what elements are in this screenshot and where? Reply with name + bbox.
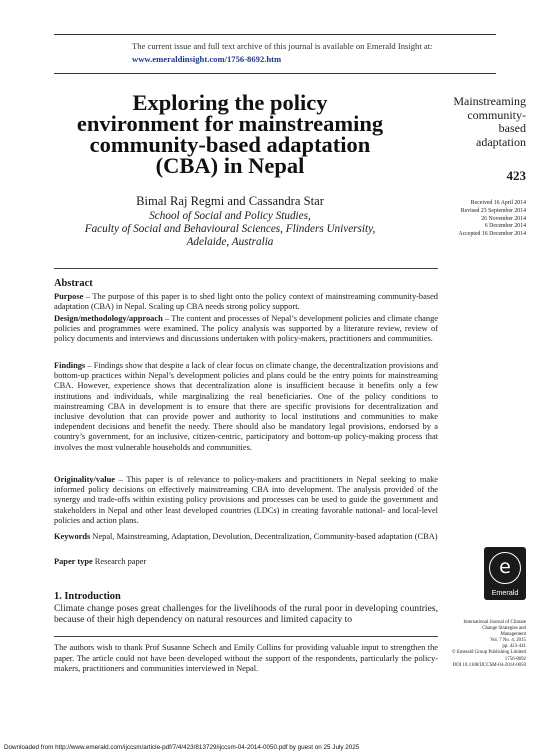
journal-line: Change Strategies and [482, 626, 526, 632]
abstract-findings [54, 361, 438, 453]
design-text: – The content and processes of Nepal’s development policies and climate change policies and programmes were examined. The policy analysis was supported by a literature review, review of policy documents and interviews and discussions undertaken with policy-makers, practitioners and communities. [54, 314, 438, 344]
affiliation [40, 210, 420, 250]
date-line: Accepted 16 December 2014 [458, 231, 526, 238]
abstract-divider [54, 268, 438, 269]
footnote-divider [54, 636, 438, 637]
abstract-originality [54, 475, 438, 526]
journal-url-link[interactable]: www.emeraldinsight.com/1756-8692.htm [132, 54, 282, 64]
date-line: Revised 23 September 2014 [460, 207, 526, 214]
keywords-label: Keywords [54, 532, 91, 541]
affiliation-line: School of Social and Policy Studies, [149, 210, 311, 222]
journal-citation [444, 620, 526, 669]
paper-type [54, 557, 146, 566]
keywords-text: Nepal, Mainstreaming, Adaptation, Devolution, Decentralization, Community-based adaptation (CBA) [90, 532, 438, 541]
abstract-purpose [54, 292, 438, 312]
section-title-line: community- [467, 107, 526, 122]
title-line: Exploring the policy [132, 90, 328, 115]
authors: Bimal Raj Regmi and Cassandra Star [136, 194, 324, 208]
emerald-e-icon: e [499, 556, 511, 578]
journal-line: 1756-8692 [504, 656, 526, 662]
date-line: Received 16 April 2014 [470, 200, 526, 206]
title-line: (CBA) in Nepal [155, 153, 305, 178]
title-line: environment for mainstreaming [76, 111, 384, 136]
findings-label: Findings [54, 361, 86, 370]
submission-dates [420, 200, 526, 239]
design-label: Design/methodology/approach [54, 314, 163, 323]
introduction-text: Climate change poses great challenges for the livelihoods of the rural poor in developing countries, because of their high dependency on natural resources and limited capacity to [54, 603, 438, 626]
affiliation-line: Faculty of Social and Behavioural Sciences, Flinders University, [84, 223, 376, 236]
section-title-line: Mainstreaming [453, 94, 526, 108]
journal-line: International Journal of Climate [463, 620, 526, 625]
originality-text: – This paper is of relevance to policy-makers and practitioners in Nepal seeking to make informed policy decisions on effectively mainstreaming CBA into development. The analysis provided of the synergy and trade-offs within existing policy provisions and processes can be used to guide the government and stakeholders in Nepal and other least developed countries (LDCs) in creating favorable national- and local-level policies and action plans. [54, 475, 438, 525]
page-number: 423 [506, 168, 526, 183]
affiliation-line: Adelaide, Australia [186, 236, 274, 249]
article-title [40, 92, 420, 176]
abstract-heading: Abstract [54, 278, 93, 289]
findings-text: – Findings show that despite a lack of clear focus on climate change, the decentralization provisions and bottom-up practices within Nepal’s development policies and plans could be the entry points for mainstreaming CBA. However, experience shows that decentralization alone is insufficient because it benefits only a few institutions and individuals, while marginalizing the real beneficiaries. One of the policy conditions to mainstreaming CBA in development is to ensure that there are specific provisions for decentralization and inclusive devolution that can provide power and authority to local institutions and communities to make independent decisions and benefit the needy. There should also be mandatory legal provisions, endorsed by a country’s government, for an inclusive, citizen-centric, participatory and bottom-up policy-making process that involves the most vulnerable households and communities. [54, 361, 438, 452]
journal-line: Management [500, 632, 526, 638]
originality-label: Originality/value [54, 475, 115, 484]
paper-type-text: Research paper [92, 557, 147, 566]
section-title-line: based [498, 121, 526, 136]
date-line: 6 December 2014 [484, 223, 526, 230]
acknowledgement-footnote: The authors wish to thank Prof Susanne Schech and Emily Collins for providing valuable input to strengthen the paper. The article could not have been developed without the support of the respondents, particularly the policy-makers, practitioners and communities interviewed in Nepal. [54, 643, 438, 674]
introduction-heading: 1. Introduction [54, 591, 121, 602]
title-line: community-based adaptation [89, 132, 371, 157]
running-section-title [440, 95, 526, 149]
purpose-text: – The purpose of this paper is to shed light onto the policy context of mainstreaming community-based adaptation (CBA) in Nepal. Scaling up CBA needs strong policy support. [54, 292, 438, 312]
emerald-logo-text: Emerald [491, 588, 519, 597]
download-watermark: Downloaded from http://www.emerald.com/ijccsm/article-pdf/7/4/423/813729/ijccsm-04-2014-0050.pdf by guest on 25 July 2025 [4, 744, 360, 751]
journal-line: © Emerald Group Publishing Limited [451, 650, 526, 656]
access-statement: The current issue and full text archive of this journal is available on Emerald Insight at: [132, 41, 433, 51]
abstract-design [54, 314, 438, 345]
journal-line: Vol. 7 No. 4, 2015 [490, 638, 526, 644]
journal-line: pp. 423-441 [502, 644, 526, 650]
keywords [54, 532, 438, 542]
section-title-line: adaptation [476, 134, 526, 149]
purpose-label: Purpose [54, 292, 84, 301]
date-line: 26 November 2014 [481, 215, 526, 222]
paper-type-label: Paper type [54, 557, 93, 566]
journal-doi[interactable]: DOI 10.1108/IJCCSM-04-2014-0050 [452, 662, 526, 668]
